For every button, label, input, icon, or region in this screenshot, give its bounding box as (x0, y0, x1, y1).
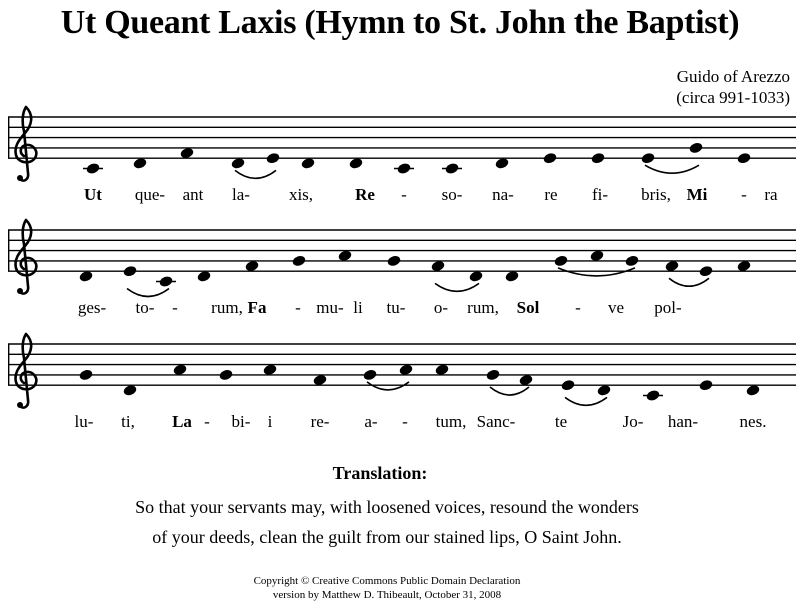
lyric-syllable: tu- (386, 298, 406, 317)
lyric-syllable: Fa (247, 298, 267, 317)
lyric-syllable: tum, (435, 412, 467, 431)
lyric-syllable: ges- (77, 298, 107, 317)
lyric-syllable: ra (764, 185, 778, 204)
lyric-syllable: Sanc- (476, 412, 516, 431)
lyric-syllable: ant (182, 185, 204, 204)
lyric-syllable: rum, (467, 298, 499, 317)
note-head (640, 152, 655, 165)
note-head (560, 379, 575, 392)
lyric-syllable: a- (364, 412, 378, 431)
translation-line-1: So that your servants may, with loosened voices, resound the wonders (135, 497, 639, 517)
lyric-syllable: la- (232, 185, 250, 204)
note-head (736, 152, 751, 165)
note-head (265, 152, 280, 165)
note-head (688, 141, 703, 154)
lyric-syllable: han- (667, 412, 699, 431)
page-title: Ut Queant Laxis (Hymn to St. John the Baptist) (60, 4, 740, 41)
lyric-syllable: i (267, 412, 273, 431)
lyric-syllable: so- (441, 185, 463, 204)
lyric-syllable: - (172, 298, 178, 317)
note-head (485, 368, 500, 381)
lyric-syllable: to- (135, 298, 155, 317)
lyric-syllable: Sol (516, 298, 540, 317)
slur (435, 283, 479, 291)
composer-name: Guido of Arezzo (676, 67, 790, 86)
lyric-syllable: pol- (654, 298, 682, 317)
lyric-syllable: La (172, 412, 192, 431)
lyric-syllable: Jo- (622, 412, 644, 431)
note-head (698, 265, 713, 278)
lyric-syllable: nes. (739, 412, 767, 431)
lyric-syllable: que- (134, 185, 166, 204)
treble-clef-icon (15, 334, 36, 408)
note-head (78, 368, 93, 381)
slur (235, 170, 276, 178)
lyric-syllable: - (204, 412, 210, 431)
lyric-syllable: ti, (121, 412, 135, 431)
note-head (218, 368, 233, 381)
lyric-syllable: ve (607, 298, 625, 317)
lyric-syllable: bi- (231, 412, 251, 431)
lyric-syllable: li (353, 298, 363, 317)
composer-dates: (circa 991-1033) (676, 88, 790, 107)
lyric-syllable: - (295, 298, 301, 317)
note-head (362, 368, 377, 381)
note-head (542, 152, 557, 165)
lyric-syllable: Ut (84, 185, 102, 204)
slur (127, 289, 169, 297)
note-head (553, 254, 568, 267)
lyric-syllable: mu- (316, 298, 344, 317)
lyric-syllable: lu- (74, 412, 94, 431)
lyric-syllable: xis, (288, 185, 314, 204)
note-head (122, 265, 137, 278)
treble-clef-icon (15, 220, 36, 294)
slur (565, 397, 607, 405)
lyric-syllable: bris, (641, 185, 671, 204)
lyric-syllable: Mi (686, 185, 708, 204)
copyright-line-2: version by Matthew D. Thibeault, October 31, 2008 (272, 589, 502, 601)
lyric-syllable: Re (355, 185, 375, 204)
lyric-syllable: - (575, 298, 581, 317)
note-head (590, 152, 605, 165)
note-head (698, 379, 713, 392)
slur (645, 165, 699, 173)
lyric-syllable: re- (310, 412, 330, 431)
lyric-syllable: fi- (591, 185, 609, 204)
lyric-syllable: o- (433, 298, 449, 317)
note-head (624, 254, 639, 267)
lyric-syllable: na- (492, 185, 514, 204)
lyric-syllable: - (401, 185, 407, 204)
lyric-syllable: - (402, 412, 408, 431)
slur (669, 278, 709, 286)
copyright-line-1: Copyright © Creative Commons Public Domain Declaration (253, 575, 521, 587)
lyric-syllable: rum, (211, 298, 243, 317)
translation-line-2: of your deeds, clean the guilt from our stained lips, O Saint John. (152, 527, 622, 547)
lyric-syllable: te (554, 412, 568, 431)
note-head (386, 254, 401, 267)
note-head (291, 254, 306, 267)
slur (490, 387, 529, 395)
lyric-syllable: - (741, 185, 747, 204)
translation-heading: Translation: (332, 463, 428, 483)
lyric-syllable: re (544, 185, 558, 204)
treble-clef-icon (15, 107, 36, 181)
